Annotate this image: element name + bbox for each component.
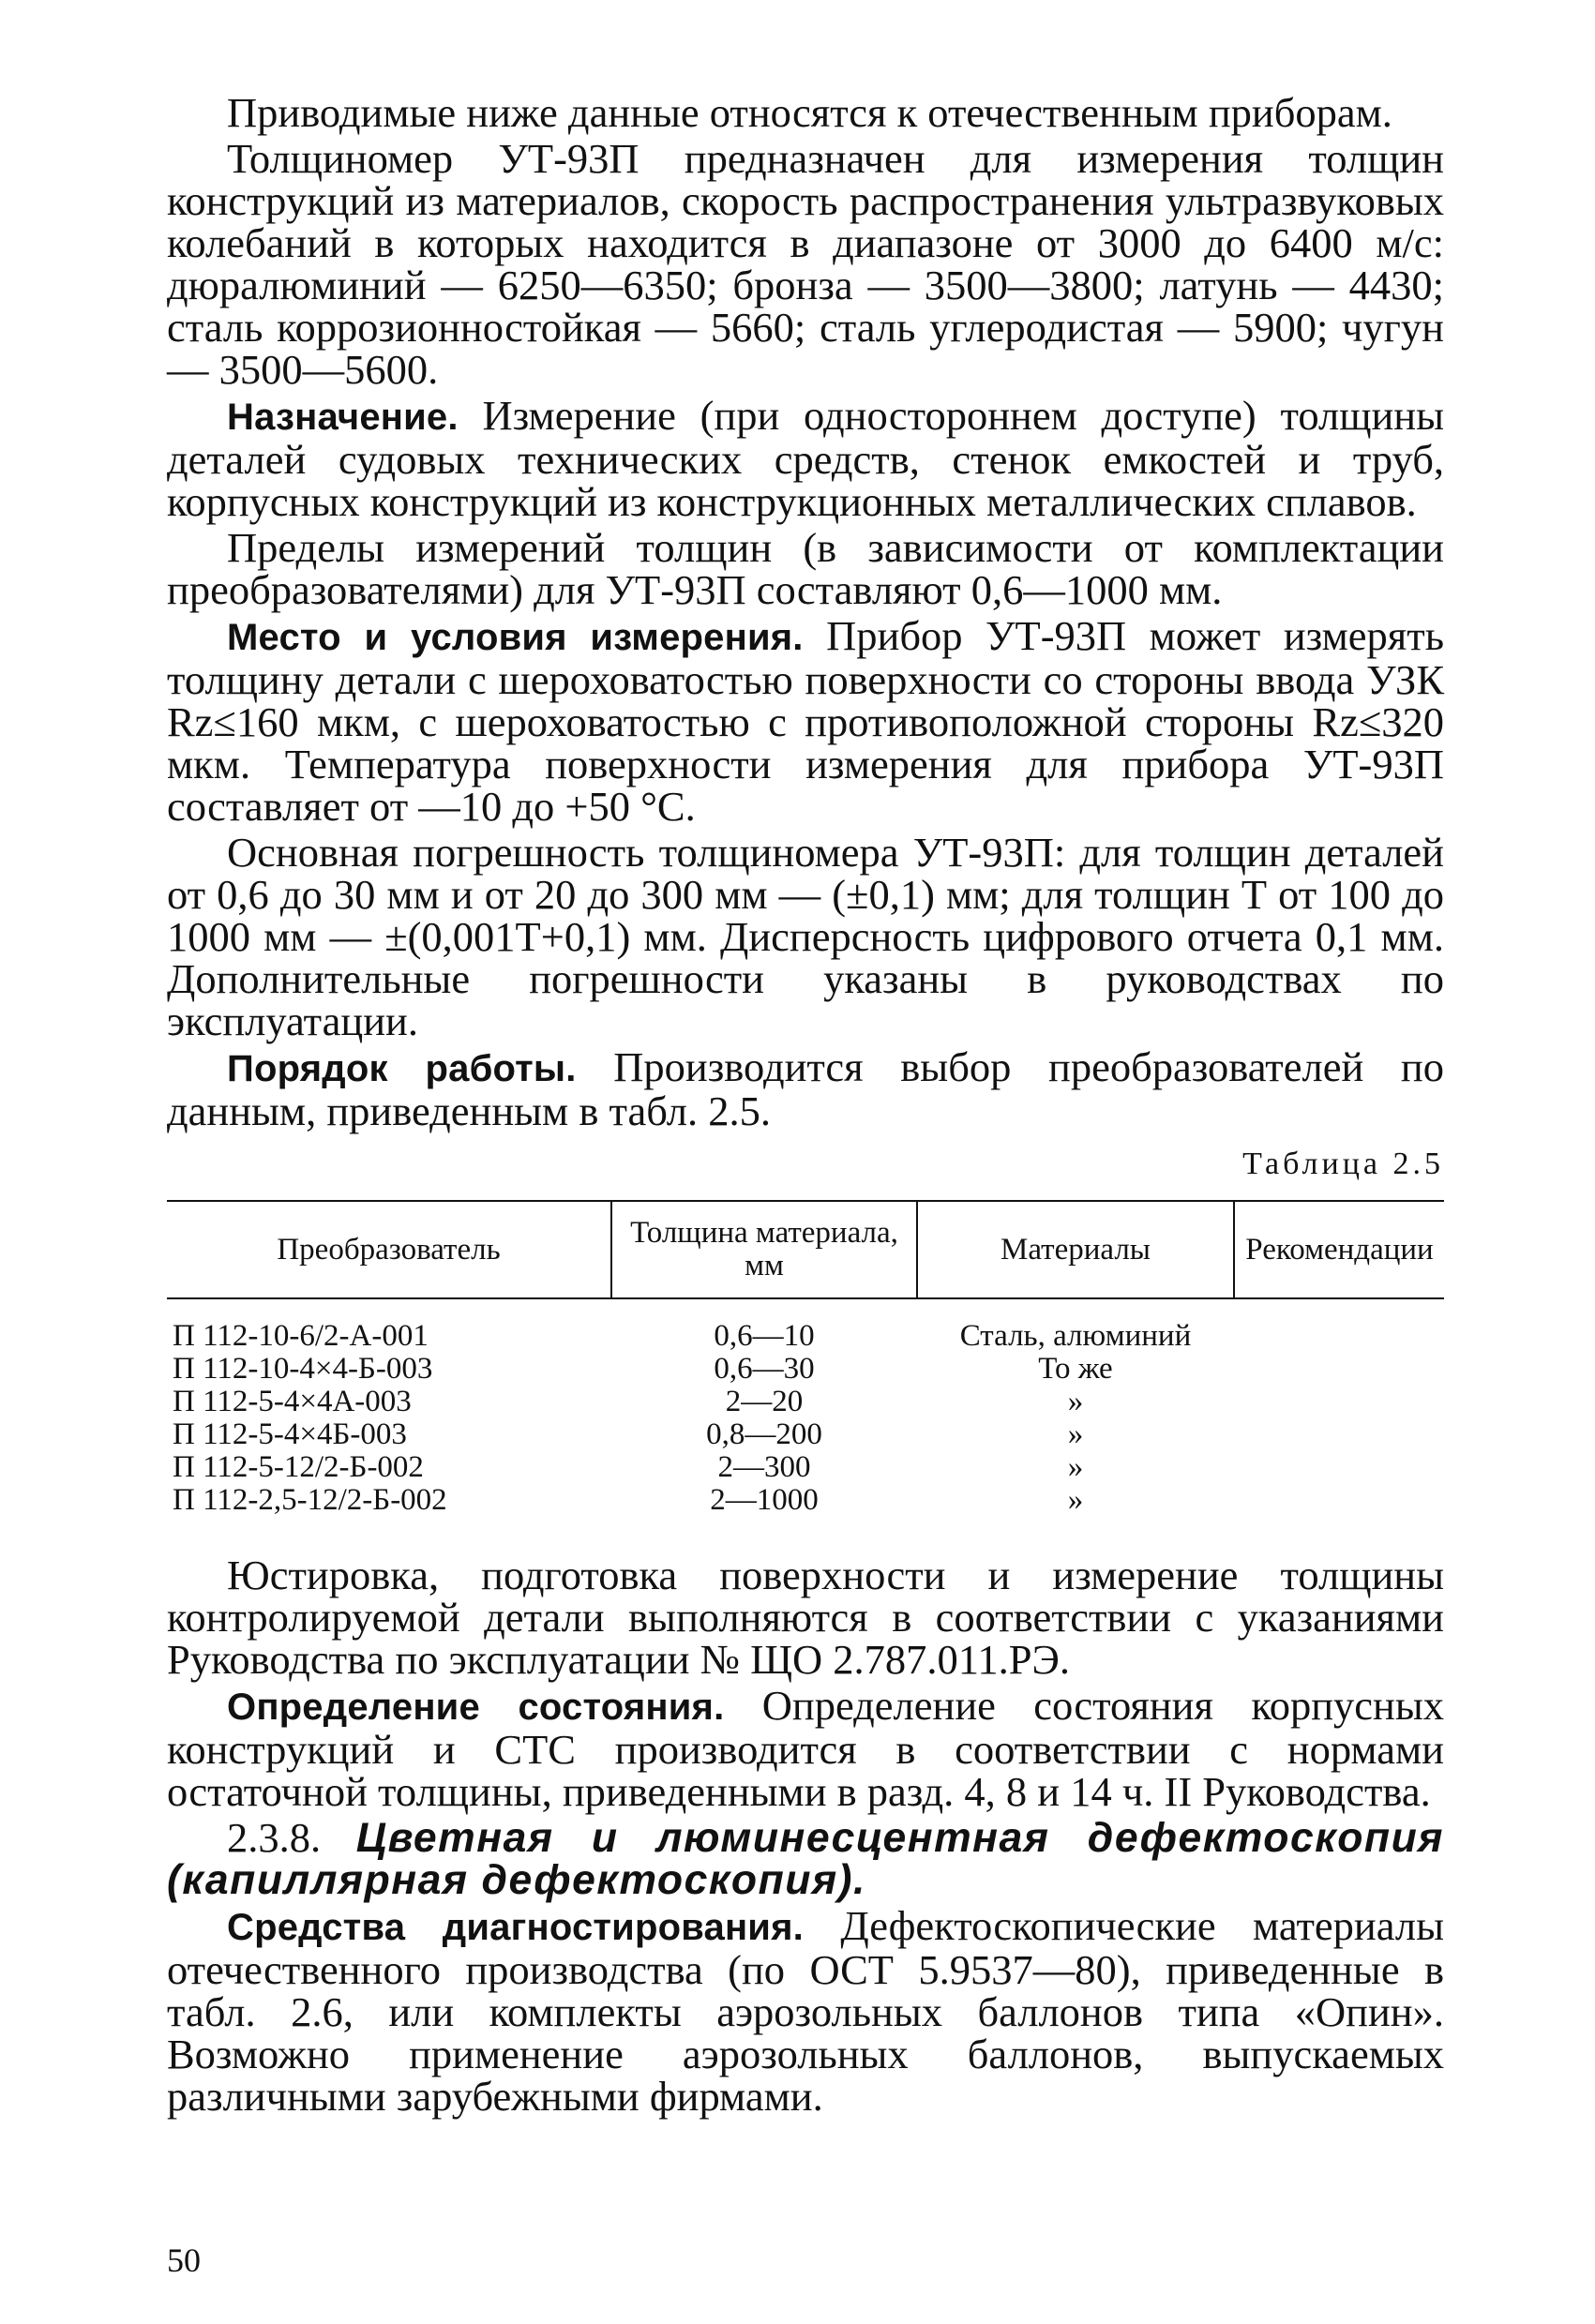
paragraph-text: Толщиномер УТ-93П предназначен для измерения толщин конструкций из материалов, скорость распространения ультразвуковых колебаний в которых находится в диапазоне от 3000 до 6400 м/с: дюралюминий — 6250—6350; бронза — 3500—3800; латунь — 4430; сталь коррозионностойкая — 5660; сталь углеродистая — 5900; чугун — 3500—5600. — [167, 135, 1444, 393]
run-in-heading: Средства диагностирования. — [227, 1907, 804, 1948]
cell-transducer: П 112-5-4×4А-003 — [173, 1385, 412, 1418]
cell-recommendations — [1234, 1451, 1444, 1484]
cell-materials: » — [1067, 1385, 1084, 1418]
cell-recommendations — [1234, 1484, 1444, 1554]
cell-materials: » — [1067, 1417, 1084, 1451]
cell-thickness: 2—300 — [717, 1450, 811, 1484]
page-number: 50 — [167, 2242, 201, 2279]
header-thickness: Толщина материала, мм — [611, 1201, 917, 1298]
cell-recommendations — [1234, 1418, 1444, 1451]
table-caption: Таблица 2.5 — [1242, 1147, 1444, 1181]
section-title: Цветная и люминесцентная дефектоскопия (капиллярная дефектоскопия). — [167, 1815, 1444, 1903]
cell-transducer: П 112-5-12/2-Б-002 — [173, 1450, 424, 1484]
paragraph-text: Определение состояния корпусных конструкций и СТС производится в соответствии с нормами остаточной толщины, приведенными в разд. 4, 8 и 14 ч. II Руководства. — [167, 1682, 1444, 1815]
cell-transducer: П 112-5-4×4Б-003 — [173, 1417, 407, 1451]
table-header-row — [167, 1201, 1444, 1298]
paragraph-text: Приводимые ниже данные относятся к отечественным приборам. — [227, 89, 1392, 136]
cell-transducer: П 112-2,5-12/2-Б-002 — [173, 1483, 447, 1517]
cell-materials: » — [1067, 1450, 1084, 1484]
paragraph-procedure — [167, 1043, 1444, 1134]
header-materials: Материалы — [917, 1201, 1234, 1298]
paragraph-calibration — [167, 1554, 1444, 1681]
paragraph-purpose — [167, 392, 1445, 525]
cell-transducer: П 112-10-6/2-А-001 — [173, 1319, 429, 1353]
paragraph-text: Прибор УТ-93П может измерять толщину детали с шероховатостью поверхности со стороны ввода УЗК Rz≤160 мкм, с шероховатостью с противоположной стороны Rz≤320 мкм. Температура поверхности измерения для прибора УТ-93П составляет от —10 до +50 °С. — [167, 612, 1444, 830]
cell-thickness: 2—1000 — [710, 1483, 819, 1517]
table-row — [167, 1451, 1444, 1484]
transducer-table — [167, 1200, 1444, 1554]
paragraph-text: Дефектоскопические материалы отечественного производства (по ОСТ 5.9537—80), приведенные в табл. 2.6, или комплекты аэрозольных баллонов типа «Опин». Возможно применение аэрозольных баллонов, выпускаемых различными зарубежными фирмами. — [167, 1902, 1444, 2120]
cell-recommendations — [1234, 1386, 1444, 1418]
section-heading — [167, 1814, 1444, 1903]
paragraph-ut93p-description — [167, 135, 1444, 393]
paragraph-text: Измерение (при одностороннем доступе) толщины деталей судовых технических средств, стенок емкостей и труб, корпусных конструкций из конструкционных металлических сплавов. — [167, 392, 1445, 525]
cell-thickness: 2—20 — [725, 1385, 804, 1418]
paragraph-text: Пределы измерений толщин (в зависимости от комплектации преобразователями) для УТ-93П составляют 0,6—1000 мм. — [167, 524, 1444, 613]
paragraph-text: Юстировка, подготовка поверхности и измерение толщины контролируемой детали выполняются в соответствии с указаниями Руководства по эксплуатации № ЩО 2.787.011.РЭ. — [167, 1552, 1444, 1683]
run-in-heading: Определение состояния. — [227, 1687, 725, 1728]
section-number: 2.3.8. — [227, 1814, 322, 1861]
header-recommendations: Рекомендации — [1234, 1201, 1444, 1298]
cell-thickness: 0,6—10 — [714, 1319, 815, 1353]
paragraph-limits — [167, 524, 1444, 613]
table-row — [167, 1386, 1444, 1418]
table-row — [167, 1298, 1444, 1353]
cell-materials: » — [1067, 1483, 1084, 1517]
cell-transducer: П 112-10-4×4-Б-003 — [173, 1352, 433, 1386]
cell-thickness: 0,8—200 — [706, 1417, 822, 1451]
paragraph-conditions — [167, 612, 1444, 830]
paragraph-error — [167, 829, 1444, 1044]
table-row — [167, 1418, 1444, 1451]
run-in-heading: Назначение. — [227, 397, 459, 438]
table-row — [167, 1484, 1444, 1554]
paragraph-intro — [167, 89, 1444, 136]
paragraph-diagnostic-means — [167, 1902, 1444, 2120]
cell-thickness: 0,6—30 — [714, 1352, 815, 1386]
cell-materials: То же — [1038, 1352, 1113, 1386]
paragraph-state-determination — [167, 1682, 1444, 1815]
paragraph-text: Производится выбор преобразователей по данным, приведенным в табл. 2.5. — [167, 1043, 1444, 1134]
run-in-heading: Место и условия измерения. — [227, 617, 804, 658]
table-row — [167, 1353, 1444, 1386]
paragraph-text: Основная погрешность толщиномера УТ-93П: для толщин деталей от 0,6 до 30 мм и от 20 до 300 мм — (±0,1) мм; для толщин Т от 100 до 1000 мм — ±(0,001Т+0,1) мм. Дисперсность цифрового отчета 0,1 мм. Дополнительные погрешности указаны в руководствах по эксплуатации. — [167, 829, 1444, 1044]
cell-materials: Сталь, алюминий — [959, 1319, 1192, 1353]
cell-recommendations — [1234, 1353, 1444, 1386]
cell-recommendations — [1234, 1298, 1444, 1353]
header-transducer: Преобразователь — [167, 1201, 611, 1298]
page-body — [167, 89, 1445, 2122]
run-in-heading: Порядок работы. — [227, 1048, 577, 1089]
